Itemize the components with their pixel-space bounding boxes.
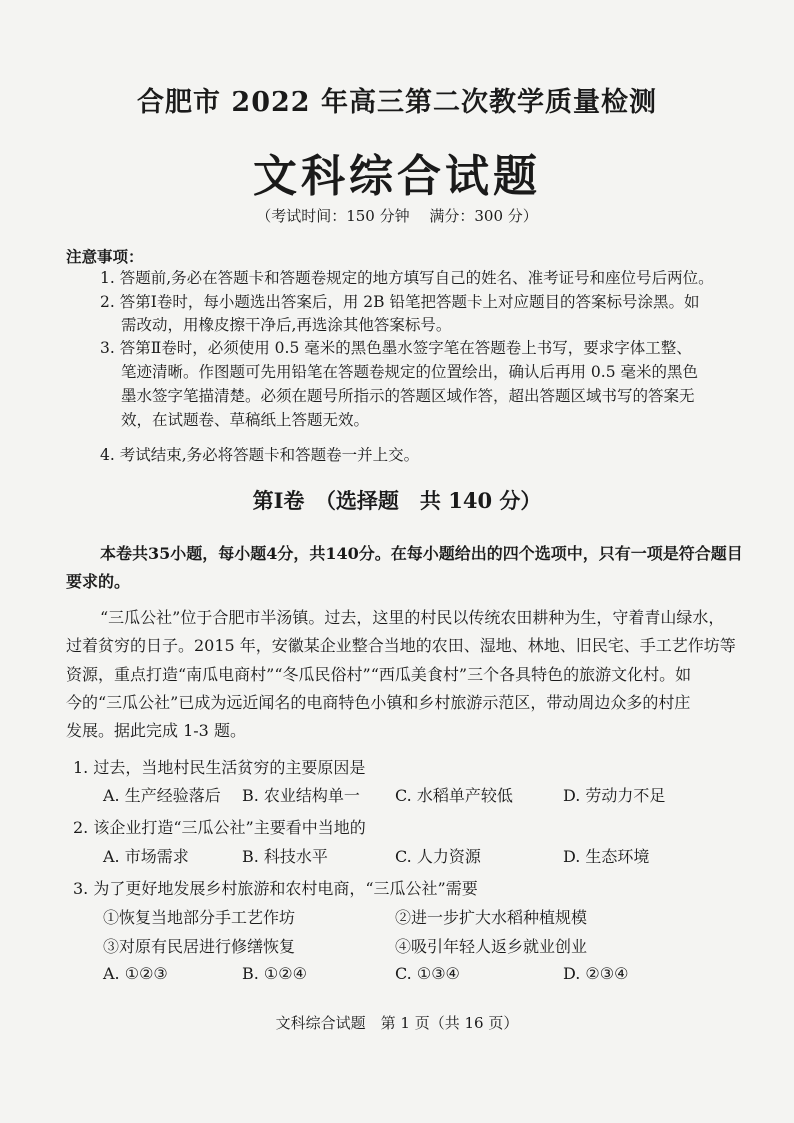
note-line: 4. 考试结束,务必将答题卡和答题卷一并上交。 bbox=[100, 446, 420, 464]
question-option: D. 生态环境 bbox=[563, 847, 650, 866]
note-line: 2. 答第Ⅰ卷时，每小题选出答案后，用 2B 铅笔把答题卡上对应题目的答案标号涂黑。如 bbox=[100, 293, 700, 311]
question-option: A. ①②③ bbox=[103, 964, 168, 983]
question-option: D. 劳动力不足 bbox=[563, 786, 666, 805]
question-option: B. 科技水平 bbox=[242, 847, 328, 866]
notes-heading: 注意事项： bbox=[66, 247, 144, 266]
question-option: D. ②③④ bbox=[563, 964, 629, 983]
question-option: B. ①②④ bbox=[242, 964, 307, 983]
intro-line: 要求的。 bbox=[66, 572, 131, 591]
note-line: 笔迹清晰。作图题可先用铅笔在答题卷规定的位置绘出，确认后再用 0.5 毫米的黑色 bbox=[121, 363, 699, 381]
note-line: 效，在试题卷、草稿纸上答题无效。 bbox=[121, 411, 370, 429]
question-item: ②进一步扩大水稻种植规模 bbox=[395, 908, 588, 927]
question-item: ①恢复当地部分手工艺作坊 bbox=[103, 908, 296, 927]
question-option: C. 水稻单产较低 bbox=[395, 786, 513, 805]
passage-line: 资源，重点打造“南瓜电商村”“冬瓜民俗村”“西瓜美食村”三个各具特色的旅游文化村。如 bbox=[66, 665, 692, 684]
question-option: A. 生产经验落后 bbox=[103, 786, 221, 805]
note-line: 3. 答第Ⅱ卷时，必须使用 0.5 毫米的黑色墨水签字笔在答题卷上书写，要求字体工整、 bbox=[100, 339, 692, 357]
exam-title: 合肥市 2022 年高三第二次教学质量检测 bbox=[137, 87, 657, 118]
question-option: C. 人力资源 bbox=[395, 847, 481, 866]
question-option: A. 市场需求 bbox=[103, 847, 189, 866]
note-line: 墨水签字笔描清楚。必须在题号所指示的答题区域作答，超出答题区域书写的答案无 bbox=[121, 387, 695, 405]
passage-line: “三瓜公社”位于合肥市半汤镇。过去，这里的村民以传统农田耕种为生，守着青山绿水， bbox=[100, 608, 725, 627]
question-stem: 2. 该企业打造“三瓜公社”主要看中当地的 bbox=[73, 818, 366, 837]
question-option: C. ①③④ bbox=[395, 964, 460, 983]
note-line: 1. 答题前,务必在答题卡和答题卷规定的地方填写自己的姓名、准考证号和座位号后两位。 bbox=[100, 269, 714, 287]
question-stem: 1. 过去，当地村民生活贫穷的主要原因是 bbox=[73, 758, 366, 777]
question-stem: 3. 为了更好地发展乡村旅游和农村电商，“三瓜公社”需要 bbox=[73, 879, 478, 898]
question-item: ③对原有民居进行修缮恢复 bbox=[103, 937, 296, 956]
passage-line: 过着贫穷的日子。2015 年，安徽某企业整合当地的农田、湿地、林地、旧民宅、手工艺作坊等 bbox=[66, 636, 736, 655]
section-title: 第Ⅰ卷 （选择题 共 140 分） bbox=[252, 488, 542, 513]
question-item: ④吸引年轻人返乡就业创业 bbox=[395, 937, 588, 956]
paper-title: 文科综合试题 bbox=[253, 151, 541, 202]
passage-line: 发展。据此完成 1-3 题。 bbox=[66, 721, 246, 740]
note-line: 需改动，用橡皮擦干净后,再选涂其他答案标号。 bbox=[121, 316, 452, 334]
passage-line: 今的“三瓜公社”已成为远近闻名的电商特色小镇和乡村旅游示范区，带动周边众多的村庄 bbox=[66, 693, 691, 712]
page-footer: 文科综合试题 第 1 页（共 16 页） bbox=[275, 1014, 519, 1032]
exam-info: （考试时间：150 分钟 满分：300 分） bbox=[256, 207, 538, 225]
question-option: B. 农业结构单一 bbox=[242, 786, 360, 805]
intro-line: 本卷共35小题，每小题4分，共140分。在每小题给出的四个选项中，只有一项是符合题目 bbox=[100, 544, 743, 563]
